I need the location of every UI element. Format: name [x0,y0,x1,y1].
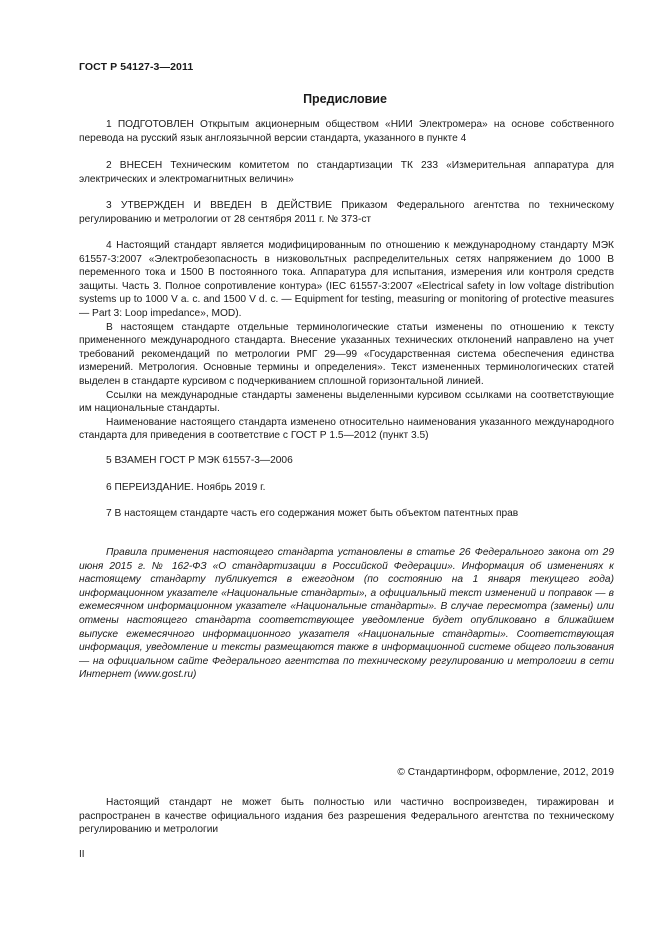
page-number: II [79,849,85,860]
application-rules-notice: Правила применения настоящего стандарта установлены в статье 26 Федерального закона от 29 июня 2015 г. № 162-ФЗ «О стандартизации в Российской Федерации». Информация об изменениях к настоящему стандарту публикуется в ежегодном (по состоянию на 1 января текущего года) информационном указателе «Национальные стандарты», а официальный текст изменений и поправок — в ежемесячном информационном указателе «Национальные стандарты». В случае пересмотра (замены) или отмены настоящего стандарта соответствующее уведомление будет опубликовано в ближайшем выпуске ежемесячного информационного указателя «Национальные стандарты». Соответствующая информация, уведомление и тексты размещаются также в информационной системе общего пользования — на официальном сайте Федерального агентства по техническому регулированию и метрологии в сети Интернет (www.gost.ru) [79,547,614,681]
foreword-paragraph: 6 ПЕРЕИЗДАНИЕ. Ноябрь 2019 г. [106,482,266,493]
foreword-paragraph: 1 ПОДГОТОВЛЕН Открытым акционерным обществом «НИИ Электромера» на основе собственного перевода на русский язык англоязычной версии стандарта, указанного в пункте 4 [79,119,614,144]
foreword-item-3 [79,199,614,226]
foreword-item-7 [79,507,614,521]
foreword-paragraph: 3 УТВЕРЖДЕН И ВВЕДЕН В ДЕЙСТВИЕ Приказом Федерального агентства по техническому регулированию и метрологии от 28 сентября 2011 г. № 373-ст [79,200,614,225]
copyright-line: © Стандартинформ, оформление, 2012, 2019 [397,767,614,778]
foreword-item-1 [79,118,614,145]
reproduction-restriction-note: Настоящий стандарт не может быть полностью или частично воспроизведен, тиражирован и распространен в качестве официального издания без разрешения Федерального агентства по техническому регулированию и метрологии [79,797,614,836]
foreword-paragraph: Ссылки на международные стандарты заменены выделенными курсивом ссылками на соответствующие им национальные стандарты. [79,389,614,415]
foreword-item-2 [79,159,614,186]
foreword-paragraph: 7 В настоящем стандарте часть его содержания может быть объектом патентных прав [106,508,519,519]
page-title: Предисловие [303,92,387,106]
foreword-item-6 [79,481,614,495]
foreword-item-5 [79,454,614,468]
foreword-paragraph: В настоящем стандарте отдельные терминологические статьи изменены по отношению к тексту примененного международного стандарта. Внесение указанных технических отклонений направлено на учет требований рекомендаций по метрологии РМГ 29—99 «Государственная система обеспечения единства измерений. Метрология. Основные термины и определения». Текст измененных терминологических статей выделен в стандарте курсивом с подчеркиванием сплошной горизонтальной линией. [79,321,614,387]
foreword-paragraph: 5 ВЗАМЕН ГОСТ Р МЭК 61557-3—2006 [106,455,293,466]
foreword-item-4 [79,239,614,443]
standard-code-header: ГОСТ Р 54127-3—2011 [79,61,194,73]
foreword-paragraph: Наименование настоящего стандарта изменено относительно наименования указанного международного стандарта для приведения в соответствие с ГОСТ Р 1.5—2012 (пункт 3.5) [79,416,614,442]
foreword-paragraph: 4 Настоящий стандарт является модифицированным по отношению к международному стандарту МЭК 61557-3:2007 «Электробезопасность в низковольтных распределительных сетях напряжением до 1000 В переменного тока и 1500 В постоянного тока. Аппаратура для испытания, измерения или контроля средств защиты. Часть 3. Полное сопротивление контура» (IEC 61557-3:2007 «Electrical safety in low voltage distribution systems up to 1000 V a. c. and 1500 V d. c. — Equipment for testing, measuring or monitoring of protective measures — Part 3: Loop impedance», MOD). [79,240,614,319]
foreword-paragraph: 2 ВНЕСЕН Техническим комитетом по стандартизации ТК 233 «Измерительная аппаратура для электрических и электромагнитных величин» [79,160,614,185]
